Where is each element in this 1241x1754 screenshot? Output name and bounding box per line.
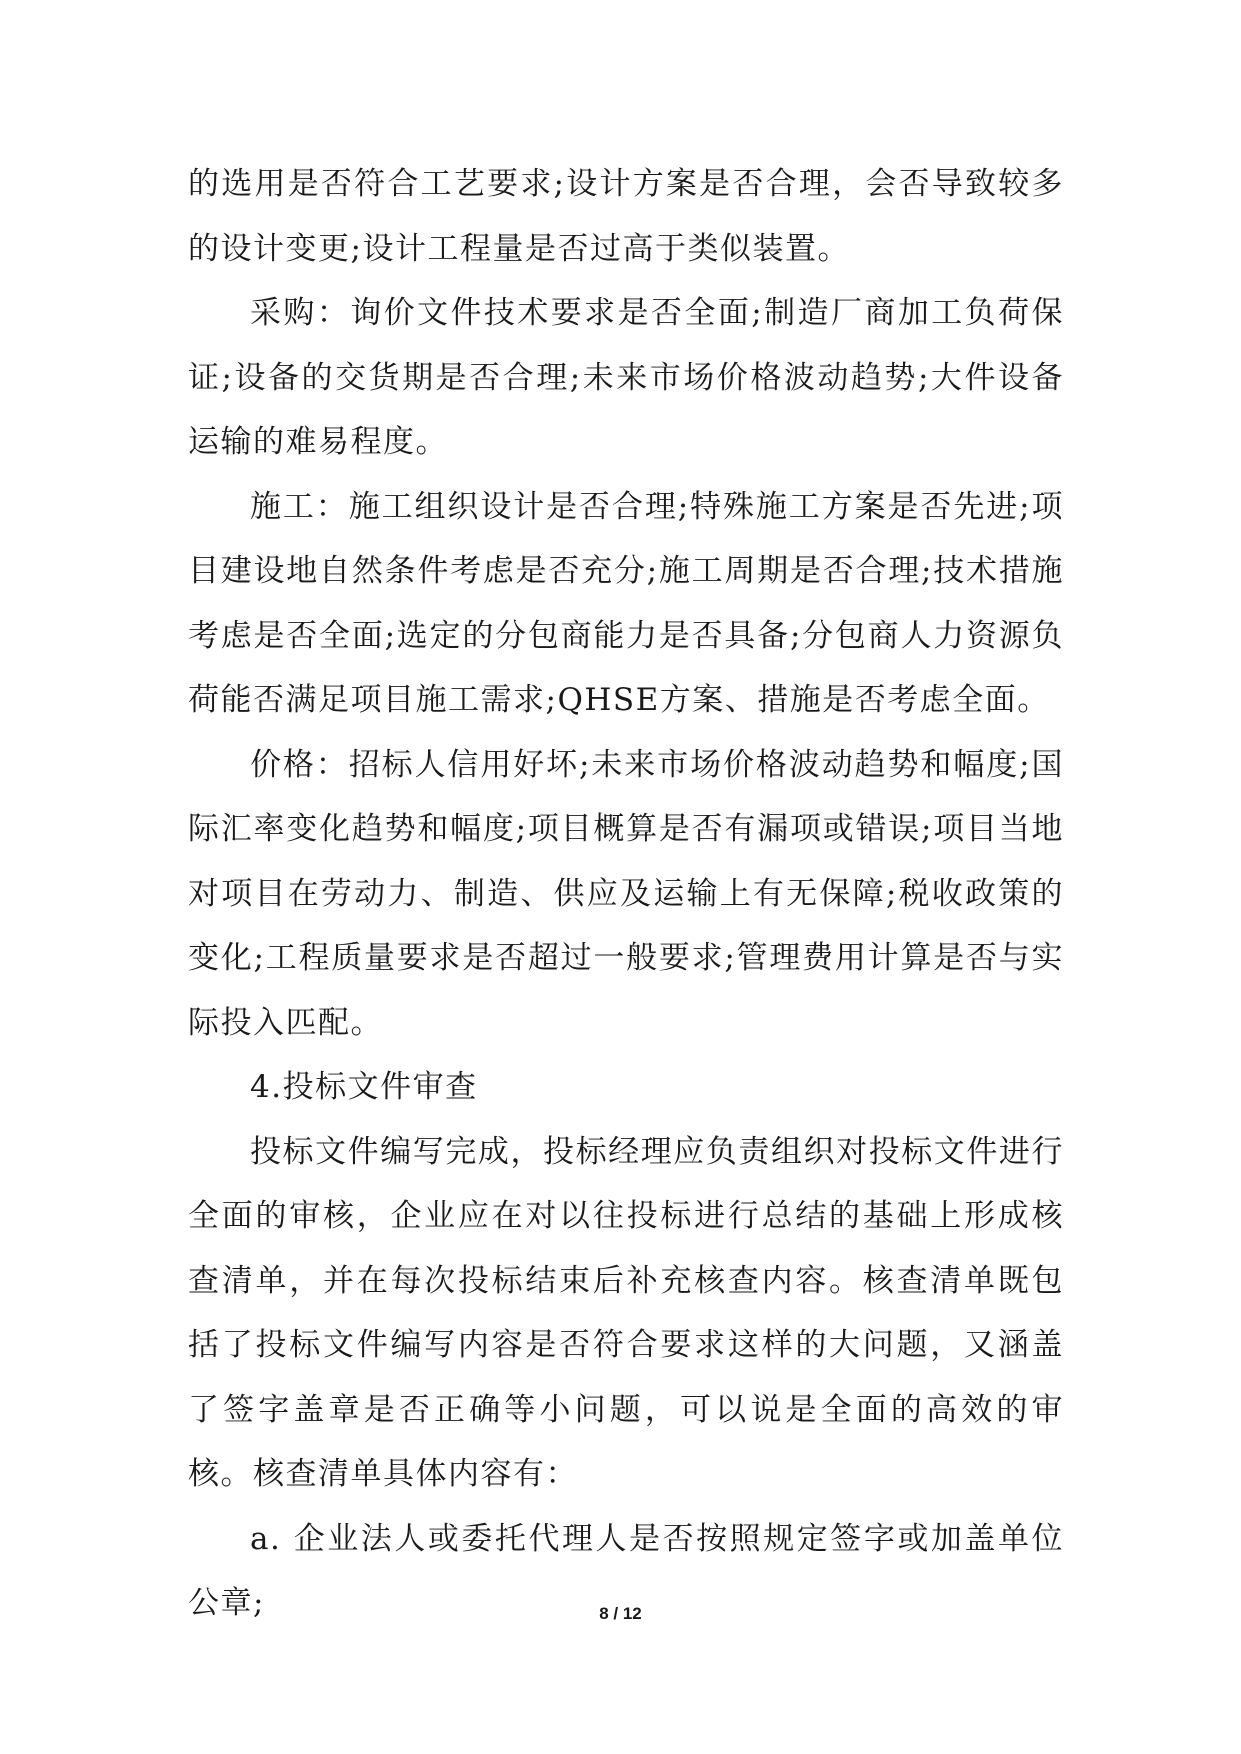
- paragraph-bid-review: 投标文件编写完成，投标经理应负责组织对投标文件进行全面的审核，企业应在对以往投标进行总结的基础上形成核查清单，并在每次投标结束后补充核查内容。核查清单既包括了投标文件编写内容是否符合要求这样的大问题，又涵盖了签字盖章是否正确等小问题，可以说是全面的高效的审核。核查清单具体内容有：: [188, 1133, 1064, 1492]
- paragraph-price: 价格：招标人信用好坏;未来市场价格波动趋势和幅度;国际汇率变化趋势和幅度;项目概算是否有漏项或错误;项目当地对项目在劳动力、制造、供应及运输上有无保障;税收政策的变化;工程质量要求是否超过一般要求;管理费用计算是否与实际投入匹配。: [188, 746, 1064, 1041]
- paragraph-procurement: 采购：询价文件技术要求是否全面;制造厂商加工负荷保证;设备的交货期是否合理;未来市场价格波动趋势;大件设备运输的难易程度。: [188, 295, 1064, 460]
- document-body: [188, 152, 1064, 1636]
- page-number: 8 / 12: [599, 1604, 642, 1623]
- paragraph-construction: 施工：施工组织设计是否合理;特殊施工方案是否先进;项目建设地自然条件考虑是否充分;施工周期是否合理;技术措施考虑是否全面;选定的分包商能力是否具备;分包商人力资源负荷能否满足项目施工需求;QHSE方案、措施是否考虑全面。: [188, 488, 1064, 718]
- paragraph-design-continuation: 的选用是否符合工艺要求;设计方案是否合理，会否导致较多的设计变更;设计工程量是否过高于类似装置。: [188, 166, 1064, 267]
- section-heading-bid-review: 4.投标文件审查: [250, 1069, 478, 1105]
- checklist-item-a: a. 企业法人或委托代理人是否按照规定签字或加盖单位公章;: [188, 1520, 1064, 1621]
